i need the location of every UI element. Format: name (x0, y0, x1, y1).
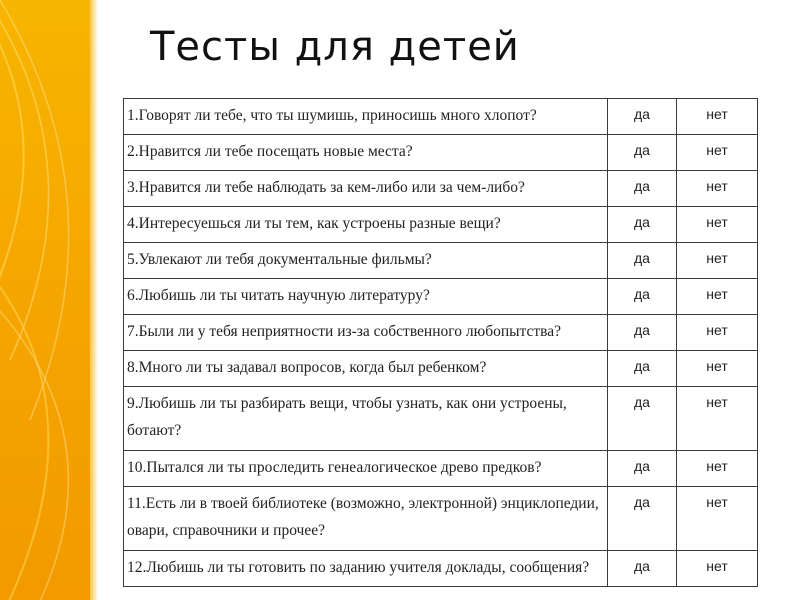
decorative-side-band (0, 0, 90, 600)
table-row (124, 243, 758, 279)
answer-no: нет (677, 315, 758, 351)
questions-table (123, 98, 758, 587)
side-band-edge (90, 0, 98, 600)
answer-no: нет (677, 387, 758, 451)
answer-no: нет (677, 99, 758, 135)
answer-no: нет (677, 451, 758, 487)
question-text: 4.Интересуешься ли ты тем, как устроены разные вещи? (124, 207, 608, 243)
answer-no: нет (677, 135, 758, 171)
table-row (124, 279, 758, 315)
answer-yes: да (608, 135, 677, 171)
answer-yes: да (608, 315, 677, 351)
answer-yes: да (608, 487, 677, 551)
question-text: 10.Пытался ли ты проследить генеалогическое древо предков? (124, 451, 608, 487)
table-row (124, 351, 758, 387)
answer-yes: да (608, 351, 677, 387)
answer-yes: да (608, 387, 677, 451)
page-title: Тесты для детей (150, 24, 520, 70)
question-text: 1.Говорят ли тебе, что ты шумишь, приносишь много хлопот? (124, 99, 608, 135)
question-text: 8.Много ли ты задавал вопросов, когда был ребенком? (124, 351, 608, 387)
decorative-arcs (0, 0, 90, 600)
answer-no: нет (677, 279, 758, 315)
question-text: 9.Любишь ли ты разбирать вещи, чтобы узнать, как они устроены, ботают? (124, 387, 608, 451)
answer-no: нет (677, 171, 758, 207)
answer-no: нет (677, 351, 758, 387)
question-text: 6.Любишь ли ты читать научную литературу? (124, 279, 608, 315)
answer-no: нет (677, 243, 758, 279)
table-row (124, 135, 758, 171)
question-text: 3.Нравится ли тебе наблюдать за кем-либо или за чем-либо? (124, 171, 608, 207)
answer-yes: да (608, 171, 677, 207)
answer-yes: да (608, 207, 677, 243)
answer-no: нет (677, 207, 758, 243)
table-row (124, 315, 758, 351)
question-text: 12.Любишь ли ты готовить по заданию учителя доклады, сообщения? (124, 551, 608, 587)
answer-no: нет (677, 487, 758, 551)
table-row (124, 387, 758, 451)
answer-no: нет (677, 551, 758, 587)
answer-yes: да (608, 451, 677, 487)
question-text: 7.Были ли у тебя неприятности из-за собственного любопытства? (124, 315, 608, 351)
answer-yes: да (608, 279, 677, 315)
table-row (124, 487, 758, 551)
table-row (124, 99, 758, 135)
table-row (124, 171, 758, 207)
table-row (124, 551, 758, 587)
question-text: 5.Увлекают ли тебя документальные фильмы? (124, 243, 608, 279)
question-text: 2.Нравится ли тебе посещать новые места? (124, 135, 608, 171)
answer-yes: да (608, 551, 677, 587)
table-row (124, 207, 758, 243)
answer-yes: да (608, 99, 677, 135)
question-text: 11.Есть ли в твоей библиотеке (возможно, электронной) энциклопедии, овари, справочники и прочее? (124, 487, 608, 551)
table-row (124, 451, 758, 487)
answer-yes: да (608, 243, 677, 279)
